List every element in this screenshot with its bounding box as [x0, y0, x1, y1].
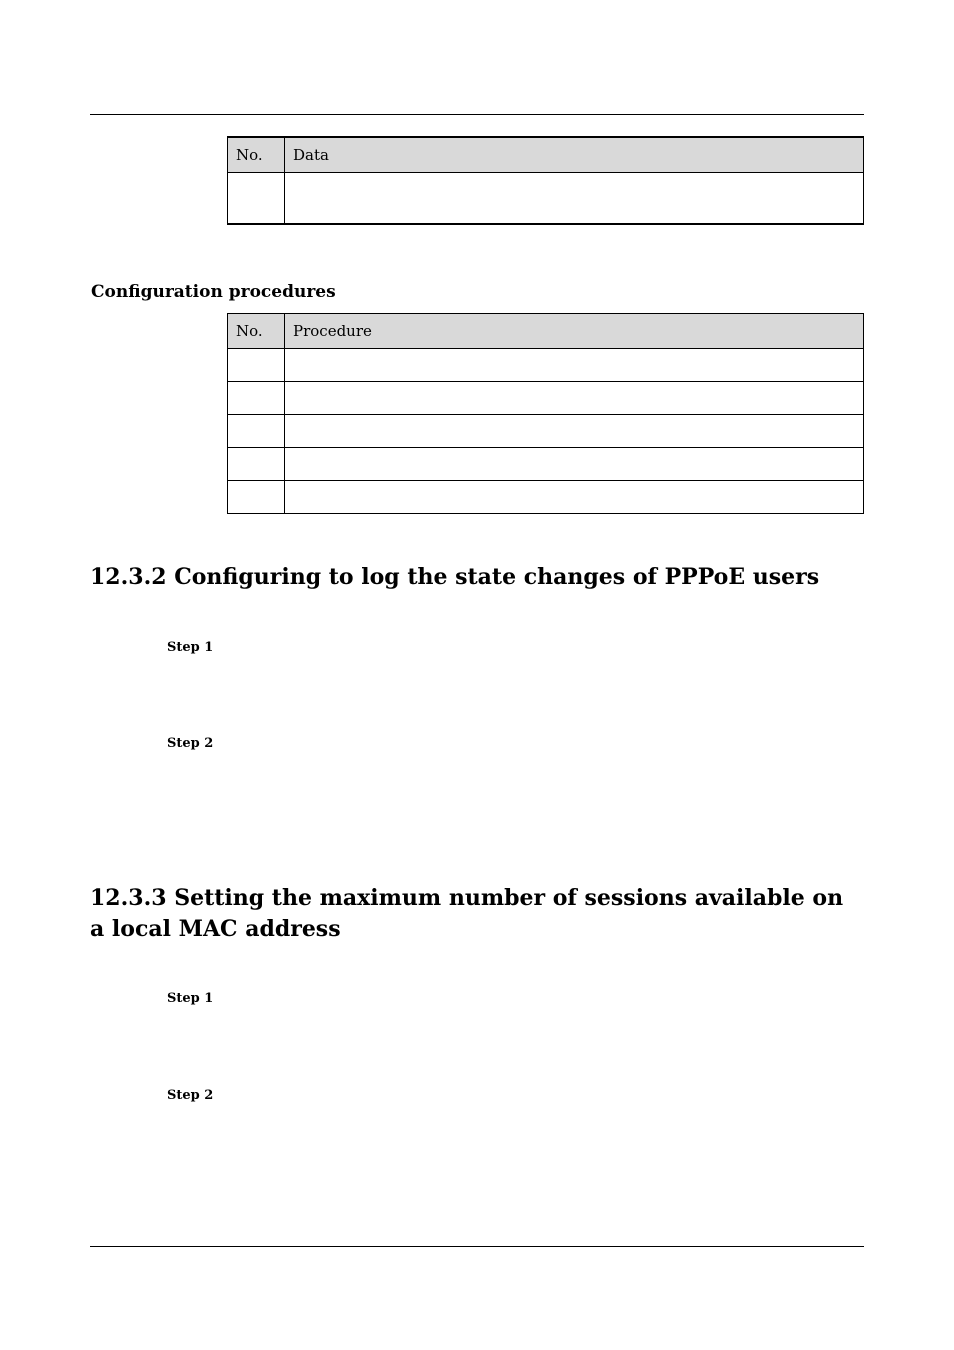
table-cell-procedure [285, 349, 864, 382]
table-cell-no [228, 349, 285, 382]
table-row [228, 448, 864, 481]
table-cell-no [228, 448, 285, 481]
table-cell-procedure [285, 481, 864, 514]
step-label: Step 2 [167, 736, 214, 751]
table-row [228, 382, 864, 415]
footer-rule [90, 1246, 864, 1247]
table-cell-procedure [285, 448, 864, 481]
table-row [228, 415, 864, 448]
column-header-data: Data [285, 137, 864, 173]
header-rule [90, 114, 864, 115]
step-label: Step 1 [167, 991, 214, 1006]
table-header-row [228, 137, 864, 173]
table-cell-procedure [285, 382, 864, 415]
step-label: Step 2 [167, 1088, 214, 1103]
procedure-table [227, 313, 864, 514]
table-row [228, 481, 864, 514]
column-header-procedure: Procedure [285, 314, 864, 349]
table-cell-procedure [285, 415, 864, 448]
section-heading-12-3-2: 12.3.2 Configuring to log the state changes of PPPoE users [90, 564, 820, 590]
column-header-no: No. [228, 314, 285, 349]
table-cell-no [228, 382, 285, 415]
table-row [228, 349, 864, 382]
table-cell-no [228, 481, 285, 514]
column-header-no: No. [228, 137, 285, 173]
table-row [228, 173, 864, 225]
table-cell-no [228, 173, 285, 225]
table-header-row [228, 314, 864, 349]
table-cell-no [228, 415, 285, 448]
step-label: Step 1 [167, 640, 214, 655]
table-cell-data [285, 173, 864, 225]
configuration-procedures-heading: Configuration procedures [91, 282, 336, 302]
section-heading-12-3-3: 12.3.3 Setting the maximum number of sessions available on a local MAC address [90, 885, 844, 942]
data-table [227, 136, 864, 225]
